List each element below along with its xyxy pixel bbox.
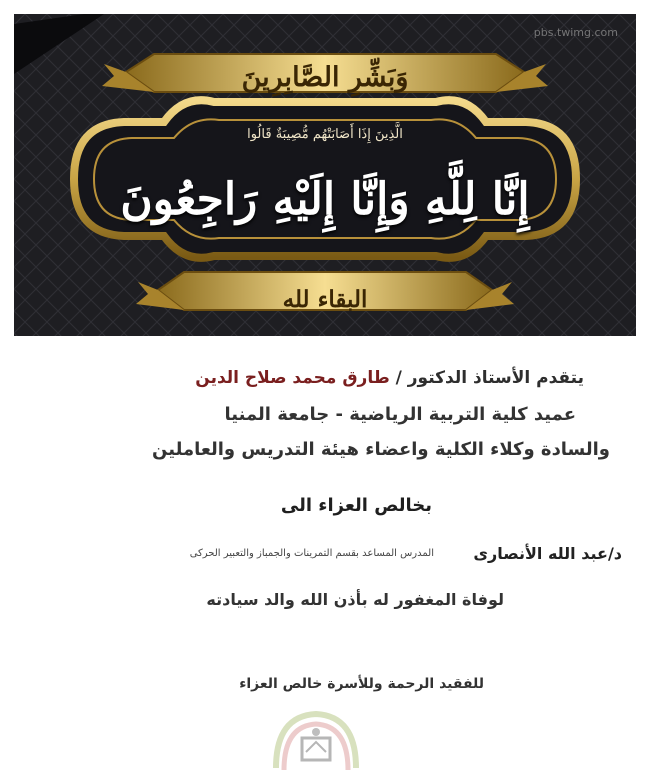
- presenter-line: [195, 368, 584, 388]
- presenter-name: طارق محمد صلاح الدين: [195, 368, 390, 388]
- deceased-role: المدرس المساعد بقسم التمرينات والجمباز والتعبير الحركى: [189, 548, 434, 559]
- deceased-name: د/عبد الله الأنصارى: [473, 544, 622, 563]
- top-verse: وَبَشِّرِ الصَّابِرِينَ: [241, 62, 409, 93]
- dean-line: عميد كلية التربية الرياضية - جامعة المنيا: [224, 404, 576, 425]
- condolence-banner: [14, 14, 636, 336]
- main-verse: إِنَّا لِلَّهِ وَإِنَّا إِلَيْهِ رَاجِعُونَ: [120, 174, 530, 225]
- prayer-line: للفقيد الرحمة وللأسرة خالص العزاء: [239, 676, 484, 692]
- faculty-logo: [256, 708, 376, 784]
- sub-verse: الَّذِينَ إِذَا أَصَابَتْهُم مُّصِيبَةٌ قَالُوا: [247, 127, 403, 142]
- condolence-line: بخالص العزاء الى: [280, 495, 432, 516]
- presenter-prefix: يتقدم الأستاذ الدكتور /: [395, 368, 584, 388]
- death-line: لوفاة المغفور له بأذن الله والد سيادته: [206, 590, 504, 609]
- staff-line: والسادة وكلاء الكلية واعضاء هيئة التدريس والعاملين: [152, 439, 610, 460]
- watermark: pbs.twimg.com: [533, 26, 618, 39]
- bottom-verse: البقاء لله: [282, 286, 368, 313]
